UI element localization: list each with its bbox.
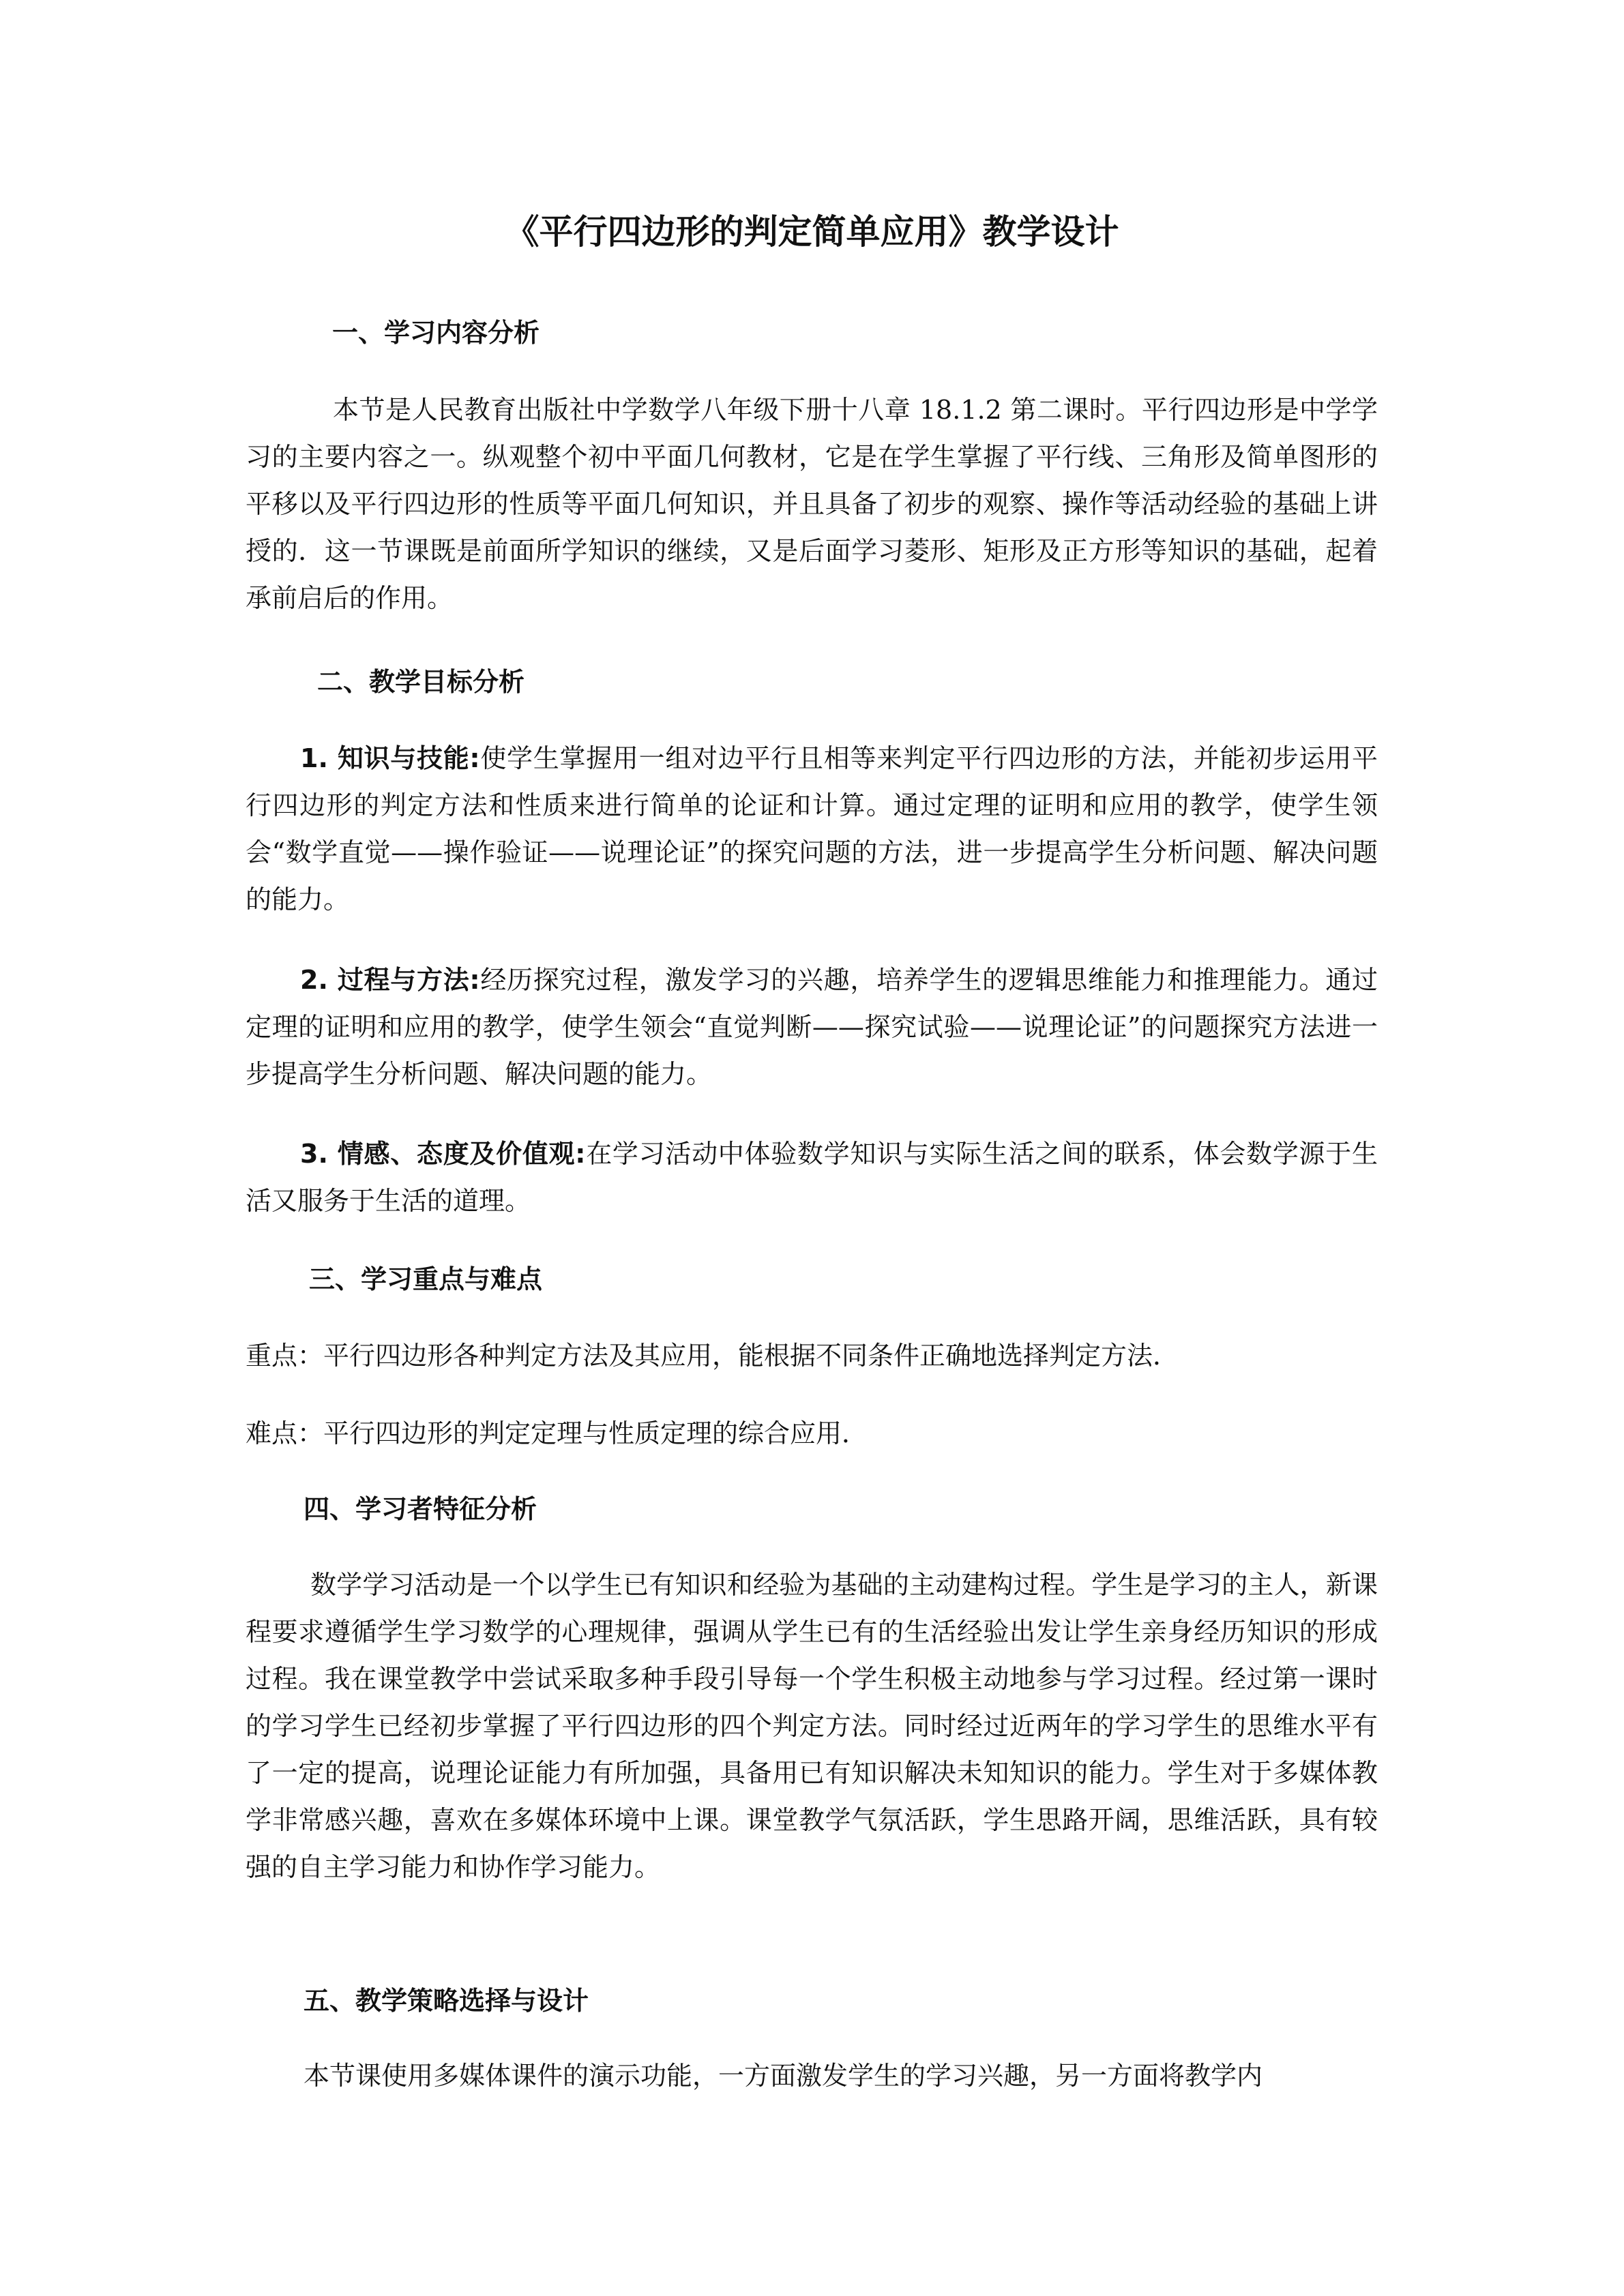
goal-item-emotion-attitude bbox=[246, 1131, 1378, 1225]
goal-item-text: 在学习活动中体验数学知识与实际生活之间的联系，体会数学源于生活又服务于生活的道理。 bbox=[246, 1139, 1378, 1216]
goal-item-text: 使学生掌握用一组对边平行且相等来判定平行四边形的方法，并能初步运用平行四边形的判定方法和性质来进行简单的论证和计算。通过定理的证明和应用的教学，使学生领会“数学直觉——操作验证——说理论证”的探究问题的方法，进一步提高学生分析问题、解决问题的能力。 bbox=[246, 743, 1378, 914]
document-title: 《平行四边形的判定简单应用》教学设计 bbox=[505, 212, 1119, 252]
goal-item-label: 3. 情感、态度及价值观: bbox=[300, 1139, 586, 1169]
paragraph-teaching-strategy: 本节课使用多媒体课件的演示功能，一方面激发学生的学习兴趣，另一方面将教学内 bbox=[304, 2061, 1263, 2091]
goal-item-knowledge-skills bbox=[246, 735, 1378, 923]
goal-item-process-method bbox=[246, 957, 1378, 1098]
goal-item-label: 2. 过程与方法: bbox=[300, 965, 480, 995]
key-point-line: 重点：平行四边形各种判定方法及其应用，能根据不同条件正确地选择判定方法． bbox=[246, 1341, 1179, 1371]
section-heading-learner-analysis: 四、学习者特征分析 bbox=[304, 1494, 537, 1524]
section-heading-teaching-goals: 二、教学目标分析 bbox=[317, 667, 525, 697]
difficulty-line: 难点：平行四边形的判定定理与性质定理的综合应用． bbox=[246, 1418, 868, 1448]
paragraph-learner-analysis: 数学学习活动是一个以学生已有知识和经验为基础的主动建构过程。学生是学习的主人，新课程要求遵循学生学习数学的心理规律，强调从学生已有的生活经验出发让学生亲身经历知识的形成过程。我在课堂教学中尝试采取多种手段引导每一个学生积极主动地参与学习过程。经过第一课时的学习学生已经初步掌握了平行四边形的四个判定方法。同时经过近两年的学习学生的思维水平有了一定的提高，说理论证能力有所加强，具备用已有知识解决未知知识的能力。学生对于多媒体教学非常感兴趣，喜欢在多媒体环境中上课。课堂教学气氛活跃，学生思路开阔，思维活跃，具有较强的自主学习能力和协作学习能力。 bbox=[246, 1570, 1378, 1882]
goal-item-label: 1. 知识与技能: bbox=[300, 743, 480, 773]
goal-item-text: 经历探究过程，激发学习的兴趣，培养学生的逻辑思维能力和推理能力。通过定理的证明和应用的教学，使学生领会“直觉判断——探究试验——说理论证”的问题探究方法进一步提高学生分析问题、解决问题的能力。 bbox=[246, 965, 1378, 1089]
section-heading-content-analysis: 一、学习内容分析 bbox=[332, 318, 540, 348]
section-heading-key-difficult-points: 三、学习重点与难点 bbox=[309, 1264, 543, 1294]
paragraph-content-analysis: 本节是人民教育出版社中学数学八年级下册十八章 18.1.2 第二课时。平行四边形是中学学习的主要内容之一。纵观整个初中平面几何教材，它是在学生掌握了平行线、三角形及简单图形的平移以及平行四边形的性质等平面几何知识，并且具备了初步的观察、操作等活动经验的基础上讲授的．这一节课既是前面所学知识的继续，又是后面学习菱形、矩形及正方形等知识的基础，起着承前启后的作用。 bbox=[246, 395, 1378, 613]
section-heading-teaching-strategy: 五、教学策略选择与设计 bbox=[304, 1986, 589, 2016]
